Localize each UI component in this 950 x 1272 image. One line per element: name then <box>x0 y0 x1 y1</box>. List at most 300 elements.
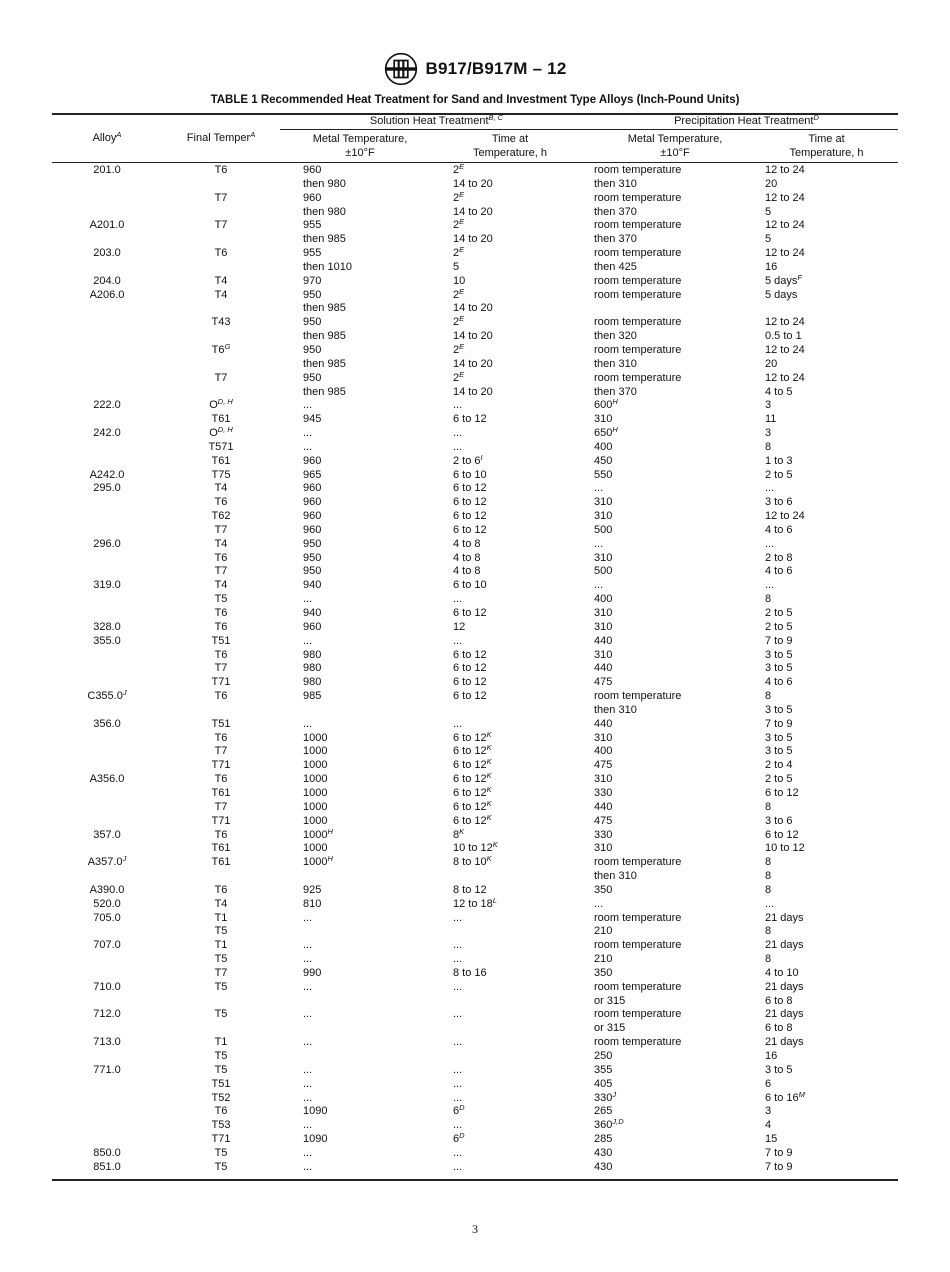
table-row <box>52 895 898 912</box>
solution-time-cell: 12 to $18^L$ <box>453 895 497 910</box>
alloy-cell <box>52 759 162 773</box>
temper-cell: T6 <box>214 496 228 509</box>
table-row <box>52 565 898 579</box>
alloy-cell: $C355.0^J$ <box>87 688 127 703</box>
precipitation-time-cell: 12 to 24 <box>765 247 805 260</box>
temper-cell: T5 <box>214 1050 228 1062</box>
precipitation-time-cell: 15 <box>765 1133 778 1146</box>
alloy-cell: 771.0 <box>93 1063 121 1076</box>
solution-temp-cell: 965 <box>303 468 322 481</box>
temper-cell: T62 <box>211 510 231 523</box>
precipitation-temp-cell: $600^H$ <box>594 397 618 412</box>
page-number: 3 <box>472 1222 478 1236</box>
table-title: TABLE 1 Recommended Heat Treatment for Sand and Investment Type Alloys (Inch-Pound Units) <box>210 94 740 106</box>
alloy-cell <box>52 565 162 579</box>
temper-cell <box>162 302 280 316</box>
table-row <box>52 812 898 829</box>
precipitation-temp-cell: 310 <box>594 510 613 523</box>
temper-cell: T7 <box>214 662 228 675</box>
precipitation-temp-cell: 310 <box>594 413 613 426</box>
precipitation-temp-cell: $650^H$ <box>594 425 618 440</box>
alloy-cell <box>52 953 162 967</box>
alloy-cell <box>52 261 162 275</box>
temper-cell: T71 <box>211 814 231 827</box>
solution-group-header: Solution Heat Treatment$^{B, C}$ <box>369 113 504 127</box>
temper-cell: T7 <box>214 565 228 578</box>
precipitation-time-cell: ... <box>765 579 775 592</box>
precipitation-temp-cell: ... <box>594 482 604 495</box>
temper-cell <box>162 206 280 220</box>
precipitation-temp-cell: 310 <box>594 551 613 564</box>
precipitation-temp-cell: 440 <box>594 800 613 813</box>
precipitation-time-cell: 5 <box>765 233 772 246</box>
precipitation-temp-cell: room temperature <box>594 911 682 924</box>
solution-time-cell: 8 to $10^K$ <box>453 854 492 869</box>
temper-cell: T4 <box>214 482 228 495</box>
solution-time-cell: ... <box>453 911 463 924</box>
table-row <box>52 538 898 552</box>
alloy-cell <box>52 510 162 524</box>
precipitation-time-cell: 7 to 9 <box>765 1146 793 1159</box>
solution-temp-cell: then 980 <box>303 205 346 218</box>
precipitation-time-cell: 8 <box>765 800 772 813</box>
alloy-cell: 712.0 <box>93 1008 121 1021</box>
solution-temp-cell: 1090 <box>303 1105 328 1118</box>
precipitation-temp-cell: 450 <box>594 454 613 467</box>
temper-cell: T53 <box>211 1119 231 1132</box>
table-row <box>52 452 898 469</box>
solution-time-cell: $2^E$ <box>453 314 465 329</box>
solution-time-cell: 12 <box>453 620 466 633</box>
solution-time-cell: 6 to 12 <box>453 648 487 661</box>
alloy-cell <box>52 192 162 206</box>
solution-time-cell: 14 to 20 <box>453 233 493 246</box>
precipitation-time-cell: 3 to 5 <box>765 731 793 744</box>
solution-temp-cell: 960 <box>303 454 322 467</box>
alloy-cell: A201.0 <box>89 219 125 232</box>
table-row <box>52 607 898 621</box>
precipitation-time-cell: 8 <box>765 690 772 703</box>
temper-cell: T5 <box>214 593 228 606</box>
precipitation-temp-cell <box>594 302 765 316</box>
precipitation-time-cell: 20 <box>765 357 778 370</box>
solution-temp-cell <box>280 704 453 718</box>
table-row <box>52 469 898 483</box>
precipitation-time-cell: 12 to 24 <box>765 371 805 384</box>
temper-cell <box>162 233 280 247</box>
alloy-cell <box>52 524 162 538</box>
precipitation-temp-cell: then 370 <box>594 205 637 218</box>
table-row <box>52 178 898 192</box>
precipitation-time-cell: 12 to 24 <box>765 219 805 232</box>
temper-cell: T71 <box>211 676 231 689</box>
table-row <box>52 219 898 233</box>
temper-cell: T71 <box>211 1133 231 1146</box>
precipitation-time-cell: 21 days <box>765 1008 804 1021</box>
precipitation-temp-cell: 440 <box>594 662 613 675</box>
precipitation-time-cell: 6 to $16^M$ <box>765 1089 805 1104</box>
precipitation-temp-cell: 350 <box>594 883 613 896</box>
temper-cell: T7 <box>214 523 228 536</box>
solution-temp-cell: ... <box>303 980 313 993</box>
alloy-cell <box>52 732 162 746</box>
solution-temp-cell: 940 <box>303 579 322 592</box>
precipitation-time-cell: 3 to 5 <box>765 662 793 675</box>
precipitation-temp-cell: 440 <box>594 634 613 647</box>
solution-time-cell: 2 to $6^I$ <box>453 452 483 467</box>
temper-cell: T1 <box>214 939 228 952</box>
precipitation-time-cell <box>765 302 885 316</box>
solution-metal-temp-header: Metal Temperature, ±10°F <box>312 133 408 159</box>
precipitation-time-cell: ... <box>765 537 775 550</box>
alloy-cell <box>52 1092 162 1106</box>
temper-cell: T61 <box>211 786 231 799</box>
solution-temp-cell: 925 <box>303 883 322 896</box>
temper-cell: T6 <box>214 164 228 176</box>
solution-time-cell: ... <box>453 593 463 606</box>
precipitation-temp-cell: room temperature <box>594 274 682 287</box>
table-row <box>52 330 898 344</box>
solution-temp-cell: 940 <box>303 607 322 619</box>
temper-cell: T1 <box>214 911 228 924</box>
alloy-cell <box>52 372 162 386</box>
solution-time-cell: 5 <box>453 260 460 273</box>
precipitation-time-cell: 2 to 5 <box>765 773 793 786</box>
solution-temp-cell: 1000 <box>303 800 328 813</box>
temper-cell <box>162 1022 280 1036</box>
table-row <box>52 189 898 206</box>
solution-time-cell: $2^E$ <box>453 245 465 260</box>
precipitation-temp-cell: 310 <box>594 620 613 633</box>
temper-cell: T5 <box>214 980 228 993</box>
precipitation-time-cell: 6 <box>765 1077 772 1090</box>
temper-cell <box>162 330 280 344</box>
alloy-cell <box>52 1078 162 1092</box>
table-row <box>52 718 898 732</box>
alloy-cell: 850.0 <box>93 1146 121 1159</box>
temper-cell: T4 <box>214 537 228 550</box>
solution-temp-cell: 985 <box>303 690 322 703</box>
solution-time-cell: 6 to 12 <box>453 662 487 675</box>
table-row <box>52 427 898 441</box>
precipitation-time-cell: 5 days$^F$ <box>765 272 803 287</box>
solution-time-cell: 14 to 20 <box>453 357 493 370</box>
precipitation-time-cell: 21 days <box>765 980 804 993</box>
precipitation-temp-cell: 500 <box>594 523 613 536</box>
precipitation-time-cell: 16 <box>765 260 778 273</box>
precipitation-temp-cell: 310 <box>594 773 613 786</box>
solution-temp-cell: ... <box>303 911 313 924</box>
solution-temp-cell <box>280 870 453 884</box>
precipitation-temp-cell: $330^J$ <box>594 1089 617 1104</box>
solution-temp-cell: 960 <box>303 620 322 633</box>
temper-cell <box>162 995 280 1009</box>
solution-temp-cell: ... <box>303 1036 313 1049</box>
alloy-cell <box>52 1050 162 1064</box>
precipitation-time-cell: 8 <box>765 593 772 606</box>
solution-time-cell: 14 to 20 <box>453 330 493 343</box>
solution-time-cell: 8 to 16 <box>453 966 487 979</box>
alloy-cell <box>52 1022 162 1036</box>
temper-cell: T6 <box>214 773 228 786</box>
solution-time-cell: 10 <box>453 274 466 287</box>
alloy-cell <box>52 330 162 344</box>
alloy-cell <box>52 1105 162 1119</box>
alloy-cell <box>52 995 162 1009</box>
document-id: B917/B917M – 12 <box>425 59 567 78</box>
solution-time-cell: 6 to 12 <box>453 482 487 495</box>
alloy-cell <box>52 552 162 566</box>
solution-temp-cell: 950 <box>303 537 322 550</box>
temper-cell: T61 <box>211 454 231 467</box>
solution-time-cell: $2^E$ <box>453 286 465 301</box>
solution-time-cell: 6 to 12 <box>453 676 487 689</box>
alloy-cell <box>52 413 162 427</box>
solution-temp-cell: 955 <box>303 247 322 260</box>
alloy-cell <box>52 967 162 981</box>
table-bottom-rule <box>52 1179 898 1181</box>
solution-time-cell: 14 to 20 <box>453 385 493 398</box>
precipitation-time-cell: 3 to 5 <box>765 648 793 661</box>
table-row <box>52 798 898 815</box>
temper-cell: $O^{D, H}$ <box>209 425 233 440</box>
precipitation-temp-cell: 355 <box>594 1063 613 1076</box>
solution-time-cell: 6 to 12 <box>453 607 487 619</box>
solution-time-cell: ... <box>453 1008 463 1021</box>
precipitation-temp-cell: 310 <box>594 607 613 619</box>
alloy-cell: 357.0 <box>93 828 121 841</box>
precipitation-temp-cell: or 315 <box>594 1022 626 1035</box>
table-row <box>52 552 898 566</box>
solution-temp-cell: 950 <box>303 371 322 384</box>
precipitation-time-cell: 3 to 5 <box>765 745 793 758</box>
solution-temp-cell: then 985 <box>303 357 346 370</box>
precipitation-time-header: Time at Temperature, h <box>789 133 864 159</box>
precipitation-temp-cell: ... <box>594 537 604 550</box>
precipitation-temp-cell: then 370 <box>594 233 637 246</box>
solution-temp-cell: 1000 <box>303 773 328 786</box>
precipitation-temp-cell: then 310 <box>594 177 637 190</box>
precipitation-temp-cell: room temperature <box>594 980 682 993</box>
solution-time-cell: 6 to 10 <box>453 579 487 592</box>
alloy-cell: 296.0 <box>93 537 121 550</box>
solution-time-cell: $2^E$ <box>453 189 465 204</box>
precipitation-time-cell: 3 to 6 <box>765 814 793 827</box>
solution-time-cell: ... <box>453 440 463 453</box>
solution-time-cell: 8 to 12 <box>453 883 487 896</box>
temper-cell: T6 <box>214 690 228 703</box>
temper-cell <box>162 704 280 718</box>
precipitation-time-cell: 12 to 24 <box>765 191 805 204</box>
alloy-cell <box>52 316 162 330</box>
alloy-cell <box>52 206 162 220</box>
alloy-cell <box>52 593 162 607</box>
solution-time-cell <box>453 870 594 884</box>
alloy-cell <box>52 233 162 247</box>
precipitation-time-cell: 20 <box>765 177 778 190</box>
solution-time-cell: $2^E$ <box>453 341 465 356</box>
table-row <box>52 247 898 261</box>
solution-temp-cell: ... <box>303 717 313 730</box>
solution-temp-cell: 960 <box>303 164 322 176</box>
temper-cell: $O^{D, H}$ <box>209 397 233 412</box>
precipitation-time-cell: 8 <box>765 883 772 896</box>
solution-time-cell: $6^D$ <box>453 1131 465 1146</box>
table-row <box>52 399 898 413</box>
table-row <box>52 286 898 303</box>
final-temper-column-header: Final Temper$^A$ <box>186 130 256 144</box>
alloy-cell: 707.0 <box>93 939 121 952</box>
alloy-cell <box>52 1119 162 1133</box>
solution-time-cell: ... <box>453 953 463 966</box>
alloy-cell <box>52 344 162 358</box>
precipitation-temp-cell: 475 <box>594 814 613 827</box>
alloy-cell: 851.0 <box>93 1160 121 1173</box>
solution-time-cell: 6 to $12^K$ <box>453 771 492 786</box>
table-row <box>52 884 898 898</box>
precipitation-temp-cell: 330 <box>594 786 613 799</box>
solution-temp-cell: 955 <box>303 219 322 232</box>
table-row <box>52 1161 898 1175</box>
precipitation-time-cell: 4 to 5 <box>765 385 793 398</box>
precipitation-time-cell: ... <box>765 482 775 495</box>
temper-cell: T5 <box>214 1008 228 1021</box>
precipitation-temp-cell: room temperature <box>594 939 682 952</box>
solution-time-cell: ... <box>453 1160 463 1173</box>
precipitation-time-cell: ... <box>765 897 775 910</box>
temper-cell: T4 <box>214 897 228 910</box>
temper-cell: T75 <box>211 468 231 481</box>
solution-temp-cell: ... <box>303 634 313 647</box>
alloy-cell <box>52 815 162 829</box>
precipitation-temp-cell: 350 <box>594 966 613 979</box>
solution-temp-cell: ... <box>303 1077 313 1090</box>
solution-temp-cell: 980 <box>303 662 322 675</box>
table-row <box>52 496 898 510</box>
solution-temp-cell: 950 <box>303 343 322 356</box>
solution-temp-cell: 950 <box>303 316 322 329</box>
precipitation-time-cell: 3 to 6 <box>765 496 793 509</box>
solution-temp-cell: ... <box>303 1063 313 1076</box>
solution-time-cell: ... <box>453 399 463 412</box>
table-row <box>52 729 898 746</box>
precipitation-temp-cell: then 310 <box>594 357 637 370</box>
precipitation-time-cell: 6 to 8 <box>765 994 793 1007</box>
table-row <box>52 482 898 496</box>
solution-time-cell: ... <box>453 1077 463 1090</box>
table-row <box>52 784 898 801</box>
temper-cell <box>162 178 280 192</box>
table-row <box>52 745 898 759</box>
precipitation-temp-cell: room temperature <box>594 164 682 176</box>
solution-temp-cell <box>280 1050 453 1064</box>
precipitation-time-cell: 2 to 5 <box>765 620 793 633</box>
solution-temp-cell: $1000^H$ <box>303 854 333 869</box>
alloy-cell <box>52 302 162 316</box>
precipitation-time-cell: 21 days <box>765 1036 804 1049</box>
precipitation-time-cell: 21 days <box>765 911 804 924</box>
precipitation-temp-cell: room temperature <box>594 288 682 301</box>
alloy-cell: 242.0 <box>93 427 121 440</box>
temper-cell: T6 <box>214 620 228 633</box>
temper-cell: T6 <box>214 883 228 896</box>
temper-cell: T5 <box>214 1146 228 1159</box>
alloy-cell: 356.0 <box>93 717 121 730</box>
precipitation-time-cell: 3 <box>765 399 772 412</box>
solution-temp-cell: 945 <box>303 413 322 426</box>
solution-time-cell <box>453 704 594 718</box>
table-row <box>52 1089 898 1106</box>
solution-temp-cell: ... <box>303 1091 313 1104</box>
precipitation-time-cell: 3 to 5 <box>765 1063 793 1076</box>
alloy-cell: A356.0 <box>89 773 125 786</box>
table-row <box>52 826 898 843</box>
precipitation-temp-cell: room temperature <box>594 1036 682 1049</box>
solution-temp-cell: then 980 <box>303 177 346 190</box>
temper-cell: T5 <box>214 1063 228 1076</box>
solution-temp-cell: then 985 <box>303 385 346 398</box>
precipitation-time-cell: 6 to 8 <box>765 1022 793 1035</box>
solution-time-header: Time at Temperature, h <box>473 133 547 159</box>
solution-temp-cell: 1000 <box>303 731 328 744</box>
precipitation-temp-cell: room temperature <box>594 1008 682 1021</box>
precipitation-time-cell: 12 to 24 <box>765 164 805 176</box>
solution-time-cell: 10 to $12^K$ <box>453 840 498 855</box>
alloy-cell <box>52 455 162 469</box>
precipitation-time-cell: 3 to 5 <box>765 703 793 716</box>
solution-temp-cell: ... <box>303 939 313 952</box>
solution-temp-cell: ... <box>303 593 313 606</box>
precipitation-temp-cell: room temperature <box>594 690 682 703</box>
solution-time-cell: 6 to $12^K$ <box>453 743 492 758</box>
temper-cell: T6 <box>214 731 228 744</box>
alloy-cell <box>52 1133 162 1147</box>
solution-temp-cell: ... <box>303 953 313 966</box>
temper-cell: T61 <box>211 856 231 869</box>
alloy-cell <box>52 801 162 815</box>
precipitation-temp-cell: $360^{J,D}$ <box>594 1117 624 1132</box>
solution-temp-cell: 970 <box>303 274 322 287</box>
solution-time-cell <box>453 925 594 939</box>
precipitation-time-cell: 16 <box>765 1050 778 1062</box>
solution-temp-cell: 990 <box>303 966 322 979</box>
solution-temp-cell: then 985 <box>303 330 346 343</box>
precipitation-time-cell: 6 to 12 <box>765 786 799 799</box>
alloy-cell <box>52 496 162 510</box>
precipitation-temp-cell: 285 <box>594 1133 613 1146</box>
precipitation-time-cell: 4 to 6 <box>765 676 793 689</box>
solution-time-cell: ... <box>453 939 463 952</box>
solution-temp-cell: ... <box>303 399 313 412</box>
alloy-cell: 520.0 <box>93 897 121 910</box>
table-row <box>52 164 898 178</box>
alloy-cell: 201.0 <box>93 164 121 176</box>
alloy-cell: 203.0 <box>93 247 121 260</box>
temper-cell: T6 <box>214 648 228 661</box>
precipitation-temp-cell: then 310 <box>594 703 637 716</box>
table-row <box>52 981 898 995</box>
precipitation-temp-cell: 550 <box>594 468 613 481</box>
precipitation-time-cell: 6 to 12 <box>765 828 799 841</box>
precipitation-temp-cell: then 425 <box>594 260 637 273</box>
alloy-cell <box>52 607 162 621</box>
solution-time-cell: 6 to 12 <box>453 690 487 703</box>
temper-cell: T7 <box>214 800 228 813</box>
temper-cell <box>162 261 280 275</box>
solution-temp-cell: ... <box>303 427 313 440</box>
precipitation-temp-cell: 210 <box>594 925 613 938</box>
solution-time-cell: 4 to 8 <box>453 537 481 550</box>
